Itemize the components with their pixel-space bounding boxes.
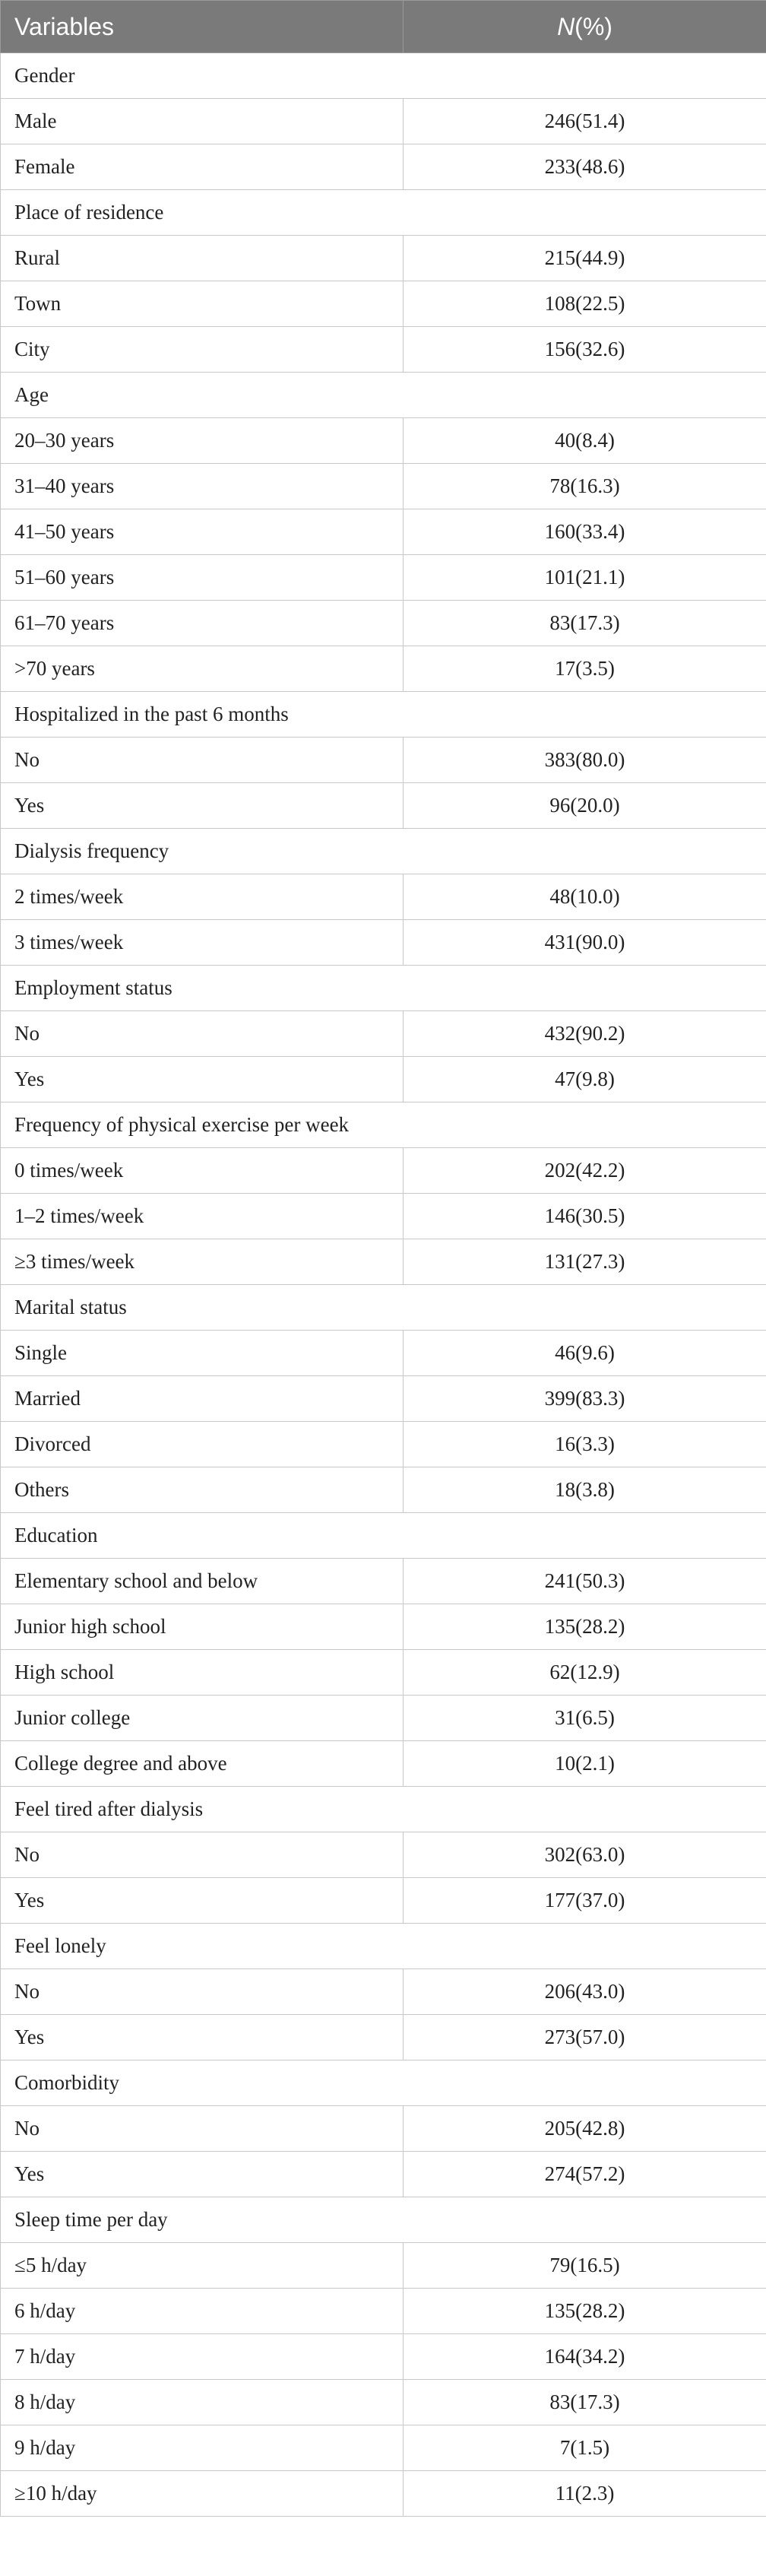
value-cell: 96(20.0) (404, 783, 766, 829)
value-cell: 241(50.3) (404, 1559, 766, 1604)
n-symbol: N (557, 12, 575, 40)
variable-cell: Single (1, 1331, 404, 1376)
table-row (1, 2243, 766, 2289)
variable-cell: 9 h/day (1, 2425, 404, 2471)
variable-cell: Female (1, 144, 404, 190)
variable-cell: Junior college (1, 1696, 404, 1741)
variable-cell: 41–50 years (1, 509, 404, 555)
table-row (1, 1741, 766, 1787)
variable-cell: No (1, 738, 404, 783)
variable-cell: >70 years (1, 646, 404, 692)
category-label: Hospitalized in the past 6 months (1, 692, 766, 738)
value-cell: 432(90.2) (404, 1011, 766, 1057)
table-row (1, 1422, 766, 1467)
table-row (1, 1239, 766, 1285)
category-row (1, 2060, 766, 2106)
category-label: Education (1, 1513, 766, 1559)
category-label: Sleep time per day (1, 2197, 766, 2243)
value-cell: 135(28.2) (404, 1604, 766, 1650)
value-cell: 7(1.5) (404, 2425, 766, 2471)
value-cell: 79(16.5) (404, 2243, 766, 2289)
value-cell: 83(17.3) (404, 601, 766, 646)
table-row (1, 2380, 766, 2425)
value-cell: 16(3.3) (404, 1422, 766, 1467)
variable-cell: ≥3 times/week (1, 1239, 404, 1285)
variable-cell: Others (1, 1467, 404, 1513)
value-cell: 160(33.4) (404, 509, 766, 555)
value-cell: 202(42.2) (404, 1148, 766, 1194)
category-row (1, 190, 766, 236)
value-cell: 62(12.9) (404, 1650, 766, 1696)
table-row (1, 2471, 766, 2517)
variable-cell: Male (1, 99, 404, 144)
value-cell: 164(34.2) (404, 2334, 766, 2380)
value-cell: 206(43.0) (404, 1969, 766, 2015)
table-row (1, 1376, 766, 1422)
variable-cell: 3 times/week (1, 920, 404, 966)
table-row (1, 1696, 766, 1741)
value-cell: 383(80.0) (404, 738, 766, 783)
variable-cell: 61–70 years (1, 601, 404, 646)
table-row (1, 1969, 766, 2015)
category-label: Feel tired after dialysis (1, 1787, 766, 1832)
variable-cell: Yes (1, 2152, 404, 2197)
value-cell: 274(57.2) (404, 2152, 766, 2197)
value-cell: 46(9.6) (404, 1331, 766, 1376)
value-cell: 431(90.0) (404, 920, 766, 966)
value-cell: 302(63.0) (404, 1832, 766, 1878)
variable-cell: Yes (1, 1057, 404, 1102)
category-label: Marital status (1, 1285, 766, 1331)
variables-column-header: Variables (1, 1, 404, 53)
category-label: Comorbidity (1, 2060, 766, 2106)
category-label: Frequency of physical exercise per week (1, 1102, 766, 1148)
variable-cell: 6 h/day (1, 2289, 404, 2334)
variable-cell: No (1, 1832, 404, 1878)
table-row (1, 920, 766, 966)
value-cell: 399(83.3) (404, 1376, 766, 1422)
table-row (1, 236, 766, 281)
table-body (1, 53, 766, 2517)
value-cell: 18(3.8) (404, 1467, 766, 1513)
variable-cell: Divorced (1, 1422, 404, 1467)
category-row (1, 1102, 766, 1148)
category-row (1, 829, 766, 874)
variable-cell: Rural (1, 236, 404, 281)
variable-cell: No (1, 2106, 404, 2152)
variable-cell: 2 times/week (1, 874, 404, 920)
value-cell: 156(32.6) (404, 327, 766, 373)
category-row (1, 1513, 766, 1559)
table-row (1, 783, 766, 829)
table-row (1, 874, 766, 920)
value-cell: 108(22.5) (404, 281, 766, 327)
variable-cell: ≥10 h/day (1, 2471, 404, 2517)
value-cell: 131(27.3) (404, 1239, 766, 1285)
value-cell: 101(21.1) (404, 555, 766, 601)
value-cell: 17(3.5) (404, 646, 766, 692)
variable-cell: No (1, 1969, 404, 2015)
category-row (1, 1787, 766, 1832)
table-row (1, 1650, 766, 1696)
table-row (1, 1559, 766, 1604)
variable-cell: Married (1, 1376, 404, 1422)
value-cell: 11(2.3) (404, 2471, 766, 2517)
variable-cell: No (1, 1011, 404, 1057)
category-row (1, 1924, 766, 1969)
variable-cell: City (1, 327, 404, 373)
value-cell: 48(10.0) (404, 874, 766, 920)
value-cell: 273(57.0) (404, 2015, 766, 2060)
table-row (1, 144, 766, 190)
variable-cell: College degree and above (1, 1741, 404, 1787)
value-cell: 83(17.3) (404, 2380, 766, 2425)
category-row (1, 2197, 766, 2243)
table-row (1, 2289, 766, 2334)
variable-cell: Junior high school (1, 1604, 404, 1650)
table-row (1, 555, 766, 601)
value-cell: 233(48.6) (404, 144, 766, 190)
table-row (1, 2425, 766, 2471)
value-cell: 40(8.4) (404, 418, 766, 464)
variable-cell: Elementary school and below (1, 1559, 404, 1604)
category-row (1, 1285, 766, 1331)
variable-cell: 20–30 years (1, 418, 404, 464)
variable-cell: Yes (1, 783, 404, 829)
table-row (1, 1194, 766, 1239)
variable-cell: Town (1, 281, 404, 327)
table-row (1, 2106, 766, 2152)
value-cell: 146(30.5) (404, 1194, 766, 1239)
value-cell: 31(6.5) (404, 1696, 766, 1741)
category-label: Feel lonely (1, 1924, 766, 1969)
value-cell: 215(44.9) (404, 236, 766, 281)
table-row (1, 646, 766, 692)
table-row (1, 464, 766, 509)
table-header-row (1, 1, 766, 53)
table-row (1, 2334, 766, 2380)
n-percent-column-header (404, 1, 766, 53)
variable-cell: 31–40 years (1, 464, 404, 509)
variable-cell: Yes (1, 2015, 404, 2060)
value-cell: 177(37.0) (404, 1878, 766, 1924)
table-row (1, 1878, 766, 1924)
value-cell: 205(42.8) (404, 2106, 766, 2152)
table-row (1, 1148, 766, 1194)
table-row (1, 99, 766, 144)
value-cell: 246(51.4) (404, 99, 766, 144)
value-cell: 78(16.3) (404, 464, 766, 509)
value-cell: 10(2.1) (404, 1741, 766, 1787)
category-label: Dialysis frequency (1, 829, 766, 874)
category-label: Employment status (1, 966, 766, 1011)
category-label: Gender (1, 53, 766, 99)
variable-cell: 1–2 times/week (1, 1194, 404, 1239)
table-row (1, 418, 766, 464)
table-row (1, 1057, 766, 1102)
table-row (1, 1832, 766, 1878)
table-row (1, 1331, 766, 1376)
table-row (1, 601, 766, 646)
table-row (1, 1011, 766, 1057)
table-row (1, 327, 766, 373)
variable-cell: ≤5 h/day (1, 2243, 404, 2289)
category-row (1, 692, 766, 738)
variable-cell: High school (1, 1650, 404, 1696)
variable-cell: 8 h/day (1, 2380, 404, 2425)
value-cell: 135(28.2) (404, 2289, 766, 2334)
table-row (1, 1467, 766, 1513)
category-row (1, 373, 766, 418)
table-row (1, 738, 766, 783)
variable-cell: 51–60 years (1, 555, 404, 601)
value-cell: 47(9.8) (404, 1057, 766, 1102)
category-label: Place of residence (1, 190, 766, 236)
variable-cell: Yes (1, 1878, 404, 1924)
table-row (1, 2152, 766, 2197)
table-row (1, 1604, 766, 1650)
table-row (1, 281, 766, 327)
category-row (1, 53, 766, 99)
variable-cell: 7 h/day (1, 2334, 404, 2380)
percent-symbol: (%) (574, 12, 612, 40)
category-label: Age (1, 373, 766, 418)
variable-cell: 0 times/week (1, 1148, 404, 1194)
category-row (1, 966, 766, 1011)
table-row (1, 2015, 766, 2060)
table-row (1, 509, 766, 555)
